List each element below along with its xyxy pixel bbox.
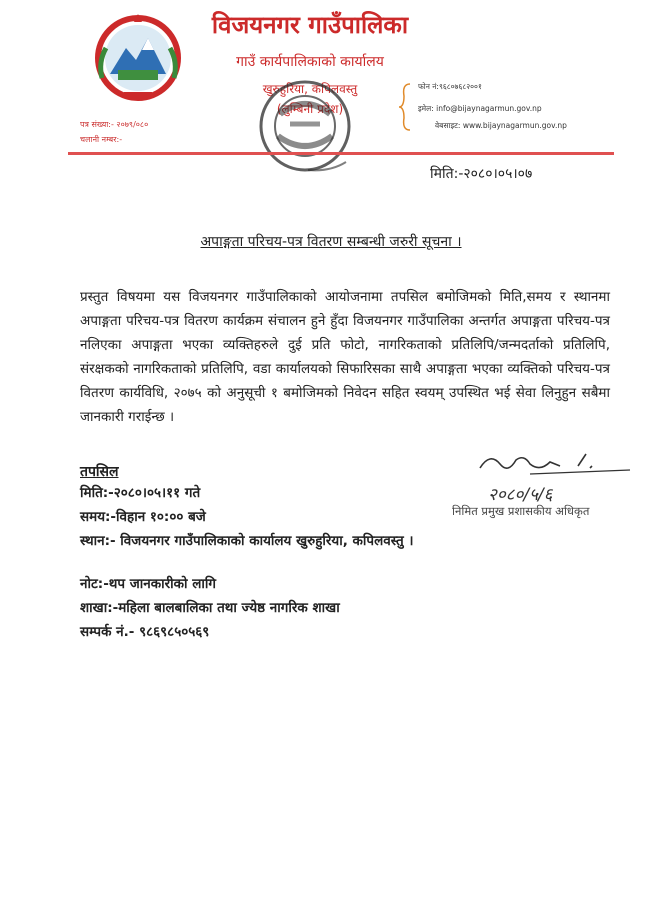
dispatch-number: चलानी नम्बर:- xyxy=(80,135,123,144)
letter-date: मिति:-२०८०।०५।०७ xyxy=(430,166,533,182)
schedule-time: समय:-विहान १०:०० बजे xyxy=(80,509,206,525)
reference-number: पत्र संख्या:- २०७९/०८० xyxy=(80,120,149,129)
contact-phone: फोन नं:९६८०७६८२००१ xyxy=(418,82,482,91)
office-address: खुरुहुरिया, कपिलवस्तु xyxy=(262,82,358,96)
header-divider xyxy=(68,152,614,155)
contact-website: वेबसाइट: www.bijaynagarmun.gov.np xyxy=(435,121,567,130)
note-contact-number: सम्पर्क नं.- ९८६९८५०५६९ xyxy=(80,624,210,640)
contact-email: इमेल: info@bijaynagarmun.gov.np xyxy=(418,104,542,113)
note-line: नोट:-थप जानकारीको लागि xyxy=(80,576,216,592)
notice-subject-text: अपाङ्गता परिचय-पत्र वितरण सम्बन्धी जरुरी सूचना । xyxy=(200,234,462,250)
office-name: गाउँ कार्यपालिकाको कार्यालय xyxy=(236,54,384,70)
schedule-place: स्थान:- विजयनगर गाउँपालिकाको कार्यालय खुरुहुरिया, कपिलवस्तु । xyxy=(80,533,414,549)
municipality-emblem xyxy=(88,8,188,104)
handwritten-signature xyxy=(470,446,640,506)
contact-brace-icon xyxy=(398,82,412,132)
municipality-name: विजयनगर गाउँपालिका xyxy=(211,11,409,39)
schedule-date: मिति:-२०८०।०५।११ गते xyxy=(80,485,201,501)
schedule-title: तपसिल xyxy=(80,464,119,480)
notice-subject xyxy=(0,232,662,251)
signature-date: २०८०/५/६ xyxy=(488,485,553,505)
signatory-title: निमित प्रमुख प्रशासकीय अधिकृत xyxy=(452,504,590,518)
office-province: (लुम्बिनी प्रदेश) xyxy=(276,102,344,116)
note-section: शाखा:-महिला बालबालिका तथा ज्येष्ठ नागरिक शाखा xyxy=(80,600,340,616)
notice-body: प्रस्तुत विषयमा यस विजयनगर गाउँपालिकाको आयोजनामा तपसिल बमोजिमको मिति,समय र स्थानमा अपाङ्गता परिचय-पत्र वितरण कार्यक्रम संचालन हुने हुँदा विजयनगर गाउँपालिका अन्तर्गत अपाङ्गता परिचय-पत्र नलिएका अपाङ्गता भएका व्यक्तिहरुले दुई प्रति फोटो, नागरिकताको प्रतिलिपि/जन्मदर्ताको प्रतिलिपि, संरक्षकको नागरिकताको प्रतिलिपि, वडा कार्यालयको सिफारिसका साथै अपाङ्गता भएका व्यक्तिको परिचय-पत्र वितरण कार्यविधि, २०७५ को अनुसूची १ बमोजिमको निवेदन सहित स्वयम् उपस्थित भई सेवा लिनुहुन सबैमा जानकारी गराईन्छ । xyxy=(80,289,610,425)
office-seal-stamp xyxy=(250,74,360,184)
